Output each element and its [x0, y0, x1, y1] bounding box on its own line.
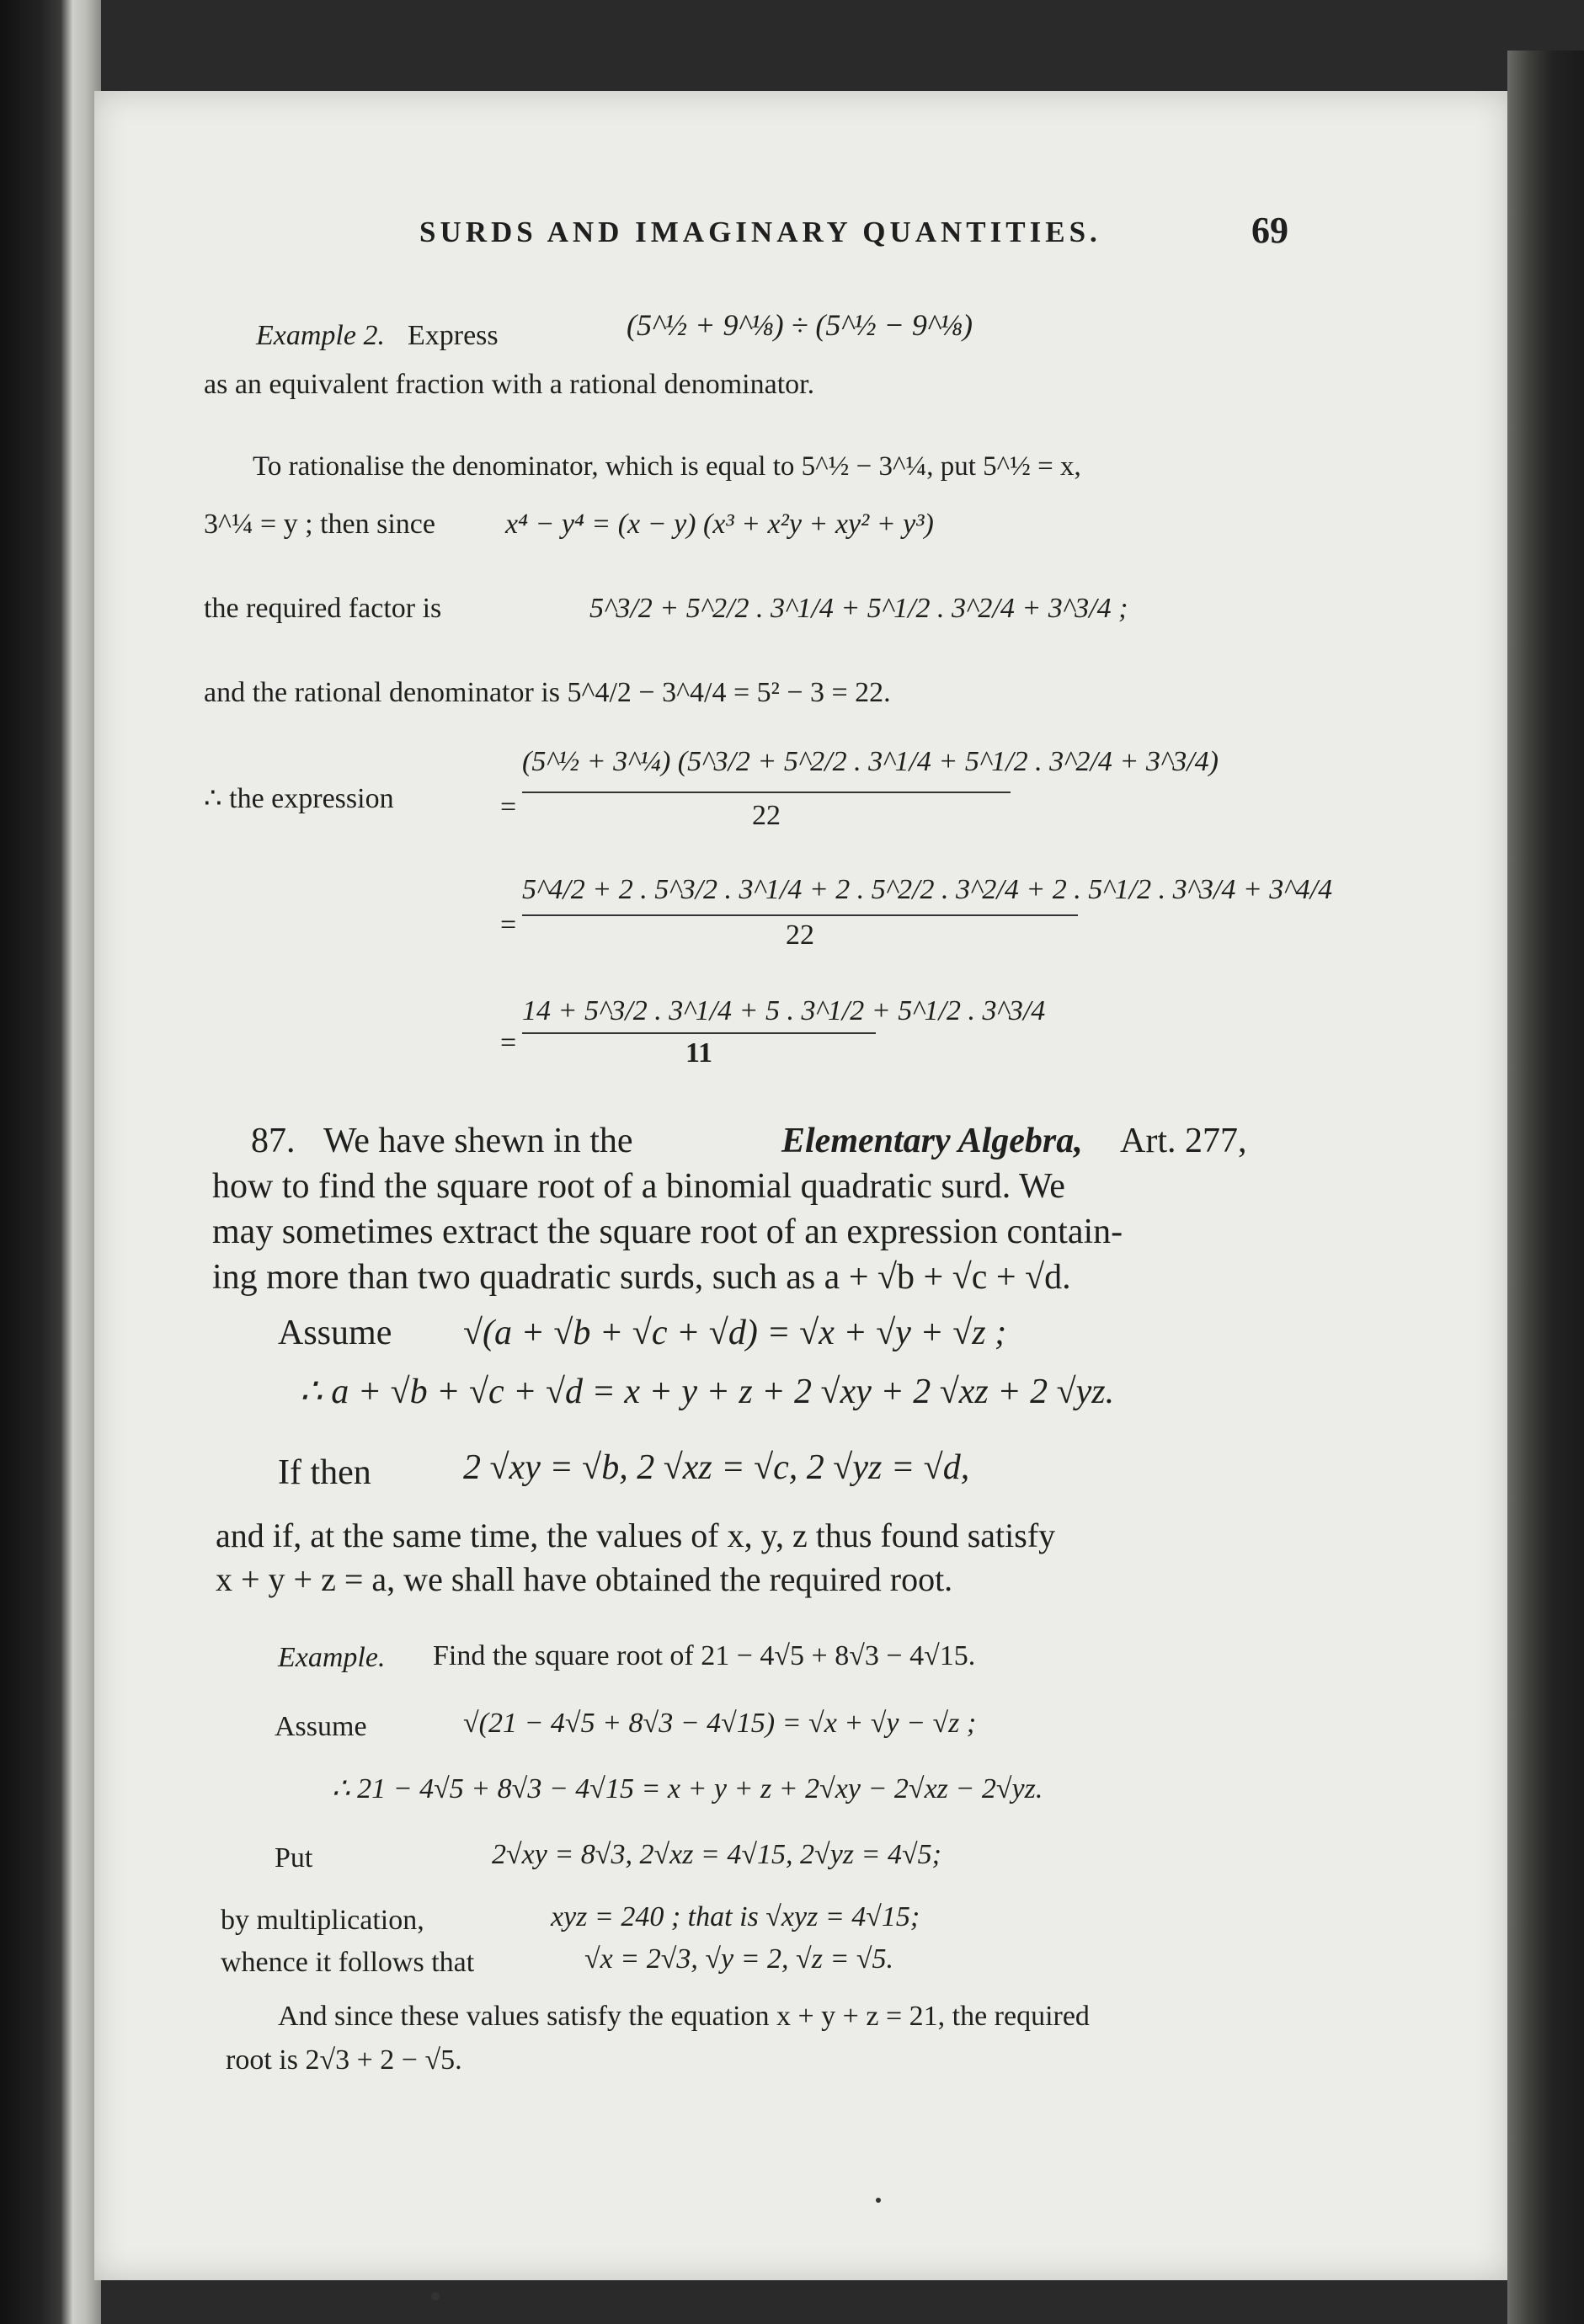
equals-sign-1: =	[500, 792, 517, 823]
denominator-3: 11	[685, 1037, 713, 1069]
rationalise-identity: x⁴ − y⁴ = (x − y) (x³ + x²y + xy² + y³)	[505, 509, 934, 540]
numerator-3: 14 + 5^3/2 . 3^1/4 + 5 . 3^1/2 + 5^1/2 . 3^3/4	[522, 995, 1046, 1026]
fraction-bar-3	[522, 1032, 876, 1034]
rationalise-line2-lead: 3^¼ = y ; then since	[204, 509, 435, 540]
article87-line3: may sometimes extract the square root of an expression contain-	[212, 1213, 1123, 1251]
whence-label: whence it follows that	[221, 1947, 475, 1978]
numerator-1: (5^½ + 3^¼) (5^3/2 + 5^2/2 . 3^1/4 + 5^1/2 . 3^2/4 + 3^3/4)	[522, 746, 1219, 777]
numerator-2: 5^4/2 + 2 . 5^3/2 . 3^1/4 + 2 . 5^2/2 . 3^2/4 + 2 . 5^1/2 . 3^3/4 + 3^4/4	[522, 874, 1333, 905]
assume-equation: √(a + √b + √c + √d) = √x + √y + √z ;	[463, 1314, 1007, 1352]
example2-label: Example 2.	[256, 320, 385, 351]
rational-denominator-line: and the rational denominator is 5^4/2 − 3^4/4 = 5² − 3 = 22.	[204, 677, 891, 708]
example-text: Find the square root of 21 − 4√5 + 8√3 − 4√15.	[433, 1640, 976, 1671]
if-then-label: If then	[278, 1453, 371, 1492]
whence-equation: √x = 2√3, √y = 2, √z = √5.	[584, 1943, 894, 1975]
scan-speck	[876, 2198, 881, 2203]
scan-speck	[431, 2292, 440, 2300]
article87-line2: how to find the square root of a binomial quadratic surd. We	[212, 1167, 1065, 1206]
multiplication-equation: xyz = 240 ; that is √xyz = 4√15;	[551, 1901, 920, 1932]
conclusion-line1: And since these values satisfy the equation x + y + z = 21, the required	[278, 2001, 1090, 2032]
put-label: Put	[275, 1842, 313, 1874]
example-assume-equation: √(21 − 4√5 + 8√3 − 4√15) = √x + √y − √z ;	[463, 1708, 977, 1739]
if-then-equation: 2 √xy = √b, 2 √xz = √c, 2 √yz = √d,	[463, 1448, 970, 1487]
required-factor-label: the required factor is	[204, 593, 442, 624]
equals-sign-3: =	[500, 1027, 517, 1058]
book-spine-shadow	[0, 0, 101, 2324]
denominator-2: 22	[786, 919, 814, 951]
example2-expression: (5^½ + 9^⅛) ÷ (5^½ − 9^⅛)	[627, 308, 973, 342]
fraction-bar-1	[522, 792, 1011, 793]
running-title: SURDS AND IMAGINARY QUANTITIES.	[419, 216, 1101, 248]
multiplication-label: by multiplication,	[221, 1905, 424, 1936]
denominator-1: 22	[752, 800, 781, 831]
equals-sign-2: =	[500, 909, 517, 941]
required-factor-expression: 5^3/2 + 5^2/2 . 3^1/4 + 5^1/2 . 3^2/4 + 3^3/4 ;	[589, 593, 1128, 624]
put-equation: 2√xy = 8√3, 2√xz = 4√15, 2√yz = 4√5;	[492, 1839, 941, 1870]
article87-book-title: Elementary Algebra,	[781, 1122, 1083, 1160]
article87-line1a: We have shewn in the	[323, 1122, 633, 1160]
fraction-bar-2	[522, 914, 1078, 916]
article87-line1b: Art. 277,	[1120, 1122, 1247, 1160]
example-label: Example.	[278, 1642, 386, 1673]
page-edge-shadow	[1507, 51, 1584, 2324]
example2-instruction: Express	[408, 320, 499, 351]
conclusion-line2: root is 2√3 + 2 − √5.	[226, 2044, 462, 2076]
example2-continuation: as an equivalent fraction with a rational denominator.	[204, 369, 815, 400]
page-number: 69	[1251, 210, 1288, 251]
therefore-equation: ∴ a + √b + √c + √d = x + y + z + 2 √xy + 2 √xz + 2 √yz.	[300, 1373, 1115, 1411]
and-if-line1: and if, at the same time, the values of x, y, z thus found satisfy	[216, 1516, 1056, 1554]
assume-label: Assume	[278, 1314, 392, 1352]
example-therefore-equation: ∴ 21 − 4√5 + 8√3 − 4√15 = x + y + z + 2√xy − 2√xz − 2√yz.	[332, 1773, 1043, 1804]
example-assume-label: Assume	[275, 1711, 367, 1742]
expression-label: ∴ the expression	[204, 783, 394, 814]
article-number: 87.	[251, 1122, 296, 1160]
rationalise-line1: To rationalise the denominator, which is equal to 5^½ − 3^¼, put 5^½ = x,	[253, 451, 1081, 482]
and-if-line2: x + y + z = a, we shall have obtained the required root.	[216, 1560, 953, 1598]
article87-line4: ing more than two quadratic surds, such as a + √b + √c + √d.	[212, 1258, 1071, 1297]
